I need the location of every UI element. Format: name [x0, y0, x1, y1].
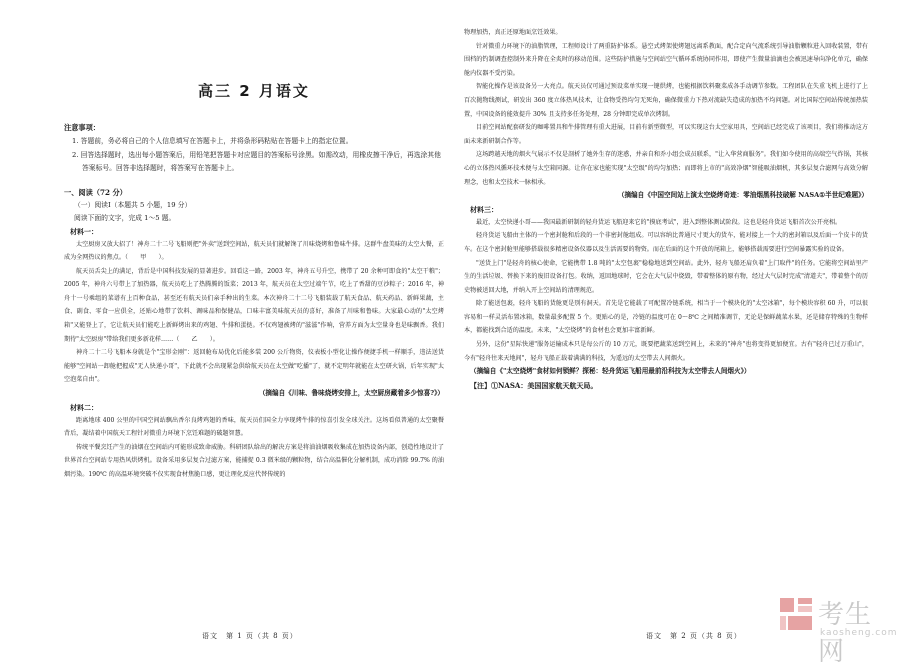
footnote: 【注】①NASA：美国国家航天航天局。: [470, 380, 598, 390]
paragraph: "送货上门"是轻舟的核心使命，它能携带 1.8 吨的"太空包裹"稳稳地送到空间站。此外，轻舟飞船还肩负着"上门取件"的任务。它能将空间站里产生的生活垃圾、替换下来的废旧设备打包。收纳，返回地球时，它会在大气层中烧毁，带着整体的原有物，经过大气层时完成"清道夫"，带着整个的历史物被送回大地，并纳入开上空间站的清理规范。: [464, 259, 868, 294]
paragraph: 针对微重力环境下的油脂管理，工程师设计了两重防护体系。悬空式烤架使烤翅远离系教面，配合定向气流系统引导油脂颗粒进入回收装置，带有围档的钓制调查控制外来升降在全炙时的移动范围。这些防护措施与空间站空气循环系统协同作用，即使产生微量油滴也会被迅速导向净化单元，确保舱内仪器不受污染。: [464, 42, 868, 77]
paragraph: 神舟二十二号飞船本身就是个"宝形金刚"：返回舱布局优化后能多装 200 公斤物资，仪表板小型化让操作便捷手机一样顺手，违法送货能够"空间站一卸舱把握成"无人快递小哥"，下此就不会出现紧急供给航天员在太空做"吃播"了，就不定明年就能在太空研火锅，后年实现"太空泡菜自由"。: [64, 349, 444, 384]
material-two-heading: 材料二：: [70, 402, 98, 412]
paragraph: 目前空间站配套研发的咖啡置具和牛排管理有重大进展，目前有新型微型，可以实现这台太空家用具，空间站已经完成了该项目，我们将推动这方面未来新研制合作等。: [464, 124, 868, 145]
watermark-text: 考生网: [818, 600, 873, 667]
paragraph: 智能化操作是该设备另一大亮点。航天员仅可通过预设菜单实现一键烘烤，也能根据饮料聚菜成各手动调节参数。工程团队在失重飞机上进行了上百次抛物线测试，研发出 360 度立体热风技术，让食物受热均匀无死角，确保微重力下热对流缺失造成的加热不均问题。对比国际空间站传统加热装置，中国设备的能效提升 30% 且支持多任务处理，28 分钟即完成单次烤制。: [464, 83, 868, 118]
right-page: [450, 0, 900, 652]
paragraph: 物理加热，真正还原地面烹饪效果。: [464, 29, 562, 36]
watermark-url: kaosheng.com: [820, 628, 898, 638]
notice-item: 2. 回答选择题时，选出每小题答案后，用铅笔把答题卡对应题目的答案标号涂黑。如需改动，用橡皮擦干净后，再选涂其他答案标号。回答非选择题时，将答案写在答题卡上。: [72, 150, 441, 172]
material-one-heading: 材料一：: [70, 226, 98, 236]
paragraph: 最近，太空快递小哥——我国最新研制的轻舟货运飞船迎来它的"摸底考试"，进入到整体测试阶段。这也是轻舟货运飞船首次公开亮相。: [476, 218, 842, 226]
page-footer: 语文 第 2 页（共 8 页）: [646, 632, 742, 640]
notice-item: 1. 答题前，务必将自己的个人信息填写在答题卡上，并将条形码粘贴在答题卡上的指定位置。: [72, 137, 353, 145]
paragraph: 除了能送包裹，轻舟飞船的货舱更是别有洞天。首先是它能载了可配置冷链系统，相当于一个模块化的"太空冰箱"，每个模块容积 60 升，可以很容易和一样灵活布置冰箱，数量最多配置 5 个。更贴心的是，冷链的温度可在 0～8℃ 之间精准调节，无论是保鲜蔬菜水果，还是储存特殊的生物样本，都能找到合适的温度。未来，"太空烧烤"的食材也会更加丰富新鲜。: [464, 300, 868, 335]
paragraph: 轻舟货运飞船由主体的一个密封舱和后段的一个非密封舱组成。可以容纳比普通尺寸更大的货车，能对接上一个大的密封箱以及后面一个皮卡的货车。在这个密封舱里能够搭载很多精密设备仪器以及生活需要的物资。而在后面的这个开放的尾箱上，能够搭载需要进行空间暴露实验的设备。: [464, 232, 868, 253]
paragraph: 传统平餐烹饪产生的油烟在空间站内可能形成致命威胁。科研团队给出的解决方案是将油油烟吸收集成在加热设备内部，创造性地设计了世界首台空间站专用热风烘烤机。设备采用多层复合过滤方案，能捕捉 0.3 微米级的颗粒物，结合高温催化分解机制，成功消除 99.7% 的油烟污染。190℃ 的高温环境突破不仅实现食材焦脆口感，更让理化反应代替传统的: [64, 443, 444, 478]
page-footer: 语文 第 1 页（共 8 页）: [202, 632, 298, 640]
instruction-text: 阅读下面的文字，完成 1～5 题。: [74, 213, 176, 222]
watermark-logo-icon: [778, 596, 814, 632]
source-citation: （摘编自《中国空间站上演太空烧烤奇迹：零油烟黑科技破解 NASA①半世纪难题》）: [617, 191, 868, 200]
paragraph: 太空厨房又放大招了！神舟二十二号飞船则把"外卖"送到空间站，航天员们就解馋了川味烧烤和鲁味牛排。这群牛盘美味的太空大餐，正成为全网热议的焦点。（ 甲 ）。: [64, 240, 444, 262]
left-column: [64, 26, 444, 482]
source-citation: （摘编自《"太空烧烤"食材如何锁鲜？探秘：轻舟货运飞船用最前沿科技为太空带去人间烟火》）: [470, 367, 751, 376]
section-heading: 一、阅读（72 分）: [64, 187, 127, 197]
paragraph: 这场跨越天地的烟火气展示不仅是剖析了她外生存的迷惑，并亲自和乔小组会成员联系，"让入华营商服务"。我们如今使用的高端空气炸锅，其核心的立体热风循环技术便与太空箱同源。让你在家也能实现"太空级"的均匀加热；而即将上市的"高效净烟"智能吸油烟机，其多层复合滤网与高效分解理念，也和太空技术一脉相承。: [464, 151, 868, 186]
paragraph: 航天员舌尖上的满足，背后是中国科技发展的显著进步。回看这一路，2003 年，神舟五号升空，携带了 20 余种可即食的"太空干粮"；2005 年，神舟六号带上了加热器，航天员吃上了热腾腾的饭菜；2013 年，航天员在太空过端午节，吃上了香甜的豆沙粽子；2016 年，神舟十一号乘组的菜谱有上百种食品，甚至还有航天员们亲手种出的生菜。本次神舟二十二号飞船装载了航天食品、航天药品、新鲜果蔬，主食、副食、零食一应俱全，还贴心地带了饮料、调味品和保健品，口味丰富美味航天员的喜好，准备了川味和鲁味。大家最心动的"太空烤箱"又能登上了，它让航天员们能吃上新鲜烤出来的鸡翅、牛排和蛋挞。不仅鸡翅被烤的"滋滋"作响，营养方面为太空量身也是味飘香。我们期待"太空厨房"带给我们更多新花样……（ 乙 ）。: [64, 267, 444, 343]
material-three-heading: 材料三：: [470, 204, 498, 214]
subsection-heading: （一）阅读Ⅰ（本题共 5 小题，19 分）: [74, 200, 192, 209]
source-citation: （摘编自《川味、鲁味烧烤安排上，太空厨房藏着多少惊喜?》）: [258, 389, 444, 398]
page-title: 高三 2 月语文: [198, 82, 310, 100]
paragraph: 另外，这份"星际快递"服务运输成本只是每公斤的 10 万元，既要把蔬菜送到空间上，未来的"神舟"也将变得更加便宜。古有"轻舟已过万重山"，今有"轻舟往来天地间"，轻舟飞船正载着满满的科技，为遥远的太空带去人间烟火。: [464, 341, 868, 362]
paragraph: 距离地球 400 公里的中国空间站飘出香尔良烤鸡翅的香味，航天员们国全力享现烤牛排的惊喜引发全球关注。这场看似普通的太空聚餐背后，凝结着中国航天工程针对微重力环境下烹饪难题的破题智慧。: [64, 416, 444, 438]
right-column: [464, 26, 868, 392]
left-page: [0, 0, 450, 652]
watermark: [778, 590, 898, 667]
notice-heading: 注意事项：: [64, 123, 100, 132]
